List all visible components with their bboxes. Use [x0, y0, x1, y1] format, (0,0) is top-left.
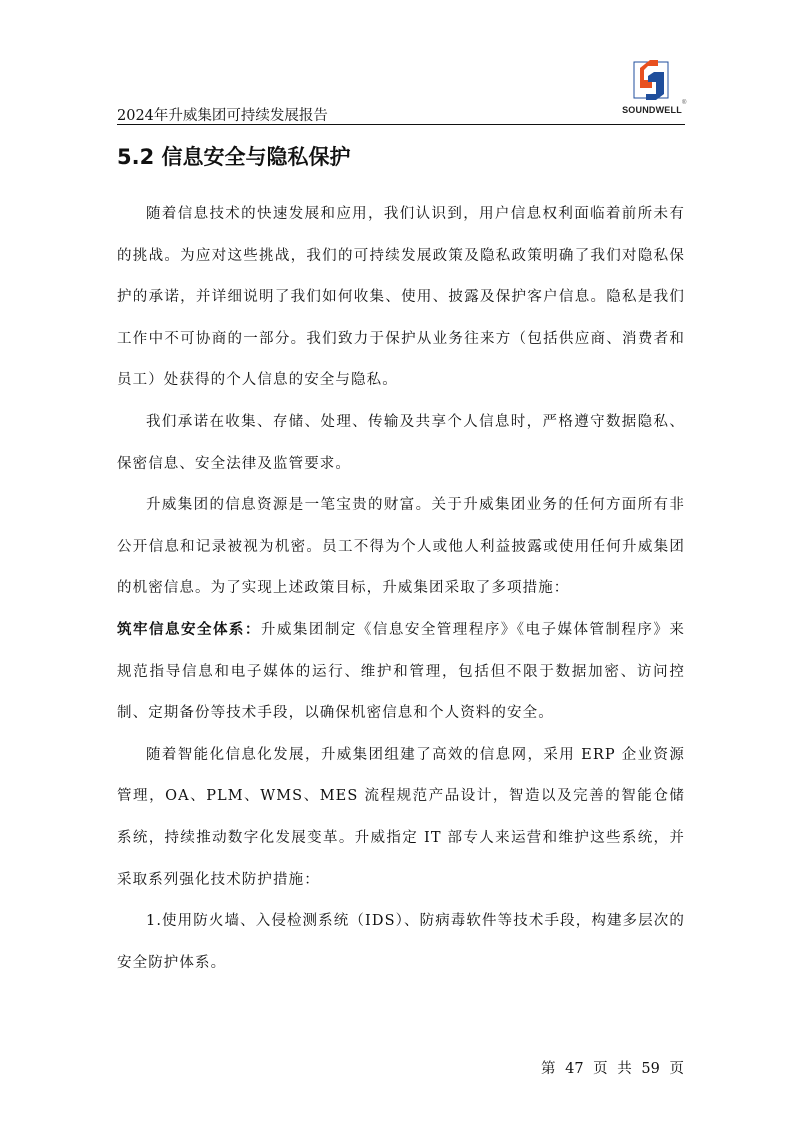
section-title: 5.2 信息安全与隐私保护 — [117, 145, 351, 169]
report-header-title: 2024年升威集团可持续发展报告 — [117, 108, 328, 124]
paragraph-commitment: 我们承诺在收集、存储、处理、传输及共享个人信息时，严格遵守数据隐私、保密信息、安全法律及监管要求。 — [117, 413, 685, 472]
logo-text: SOUNDWELL — [622, 105, 682, 115]
paragraph-security-system — [117, 610, 685, 735]
list-item-1: 1.使用防火墙、入侵检测系统（IDS）、防病毒软件等技术手段，构建多层次的安全防护体系。 — [117, 913, 685, 971]
header-divider — [117, 124, 685, 125]
document-body — [117, 194, 685, 984]
bold-lead-in: 筑牢信息安全体系： — [117, 621, 261, 638]
paragraph-confidential-info: 升威集团的信息资源是一笔宝贵的财富。关于升威集团业务的任何方面所有非公开信息和记录被视为机密。员工不得为个人或他人利益披露或使用任何升威集团的机密信息。为了实现上述政策目标，升威集团采取了多项措施： — [117, 497, 685, 597]
paragraph-privacy-intro: 随着信息技术的快速发展和应用，我们认识到，用户信息权利面临着前所未有的挑战。为应对这些挑战，我们的可持续发展政策及隐私政策明确了我们对隐私保护的承诺，并详细说明了我们如何收集、使用、披露及保护客户信息。隐私是我们工作中不可协商的一部分。我们致力于保护从业务往来方（包括供应商、消费者和员工）处获得的个人信息的安全与隐私。 — [117, 206, 685, 389]
paragraph-digitalization: 随着智能化信息化发展，升威集团组建了高效的信息网，采用 ERP 企业资源管理，OA、PLM、WMS、MES 流程规范产品设计，智造以及完善的智能仓储系统，持续推动数字化发展变革。升威指定 IT 部专人来运营和维护这些系统，并采取系列强化技术防护措施： — [117, 746, 685, 888]
registered-mark: ® — [682, 100, 687, 106]
paragraph-text: 升威集团制定《信息安全管理程序》《电子媒体管制程序》来规范指导信息和电子媒体的运行、维护和管理，包括但不限于数据加密、访问控制、定期备份等技术手段，以确保机密信息和个人资料的安全。 — [117, 621, 686, 722]
soundwell-logo — [620, 58, 690, 124]
page-number: 第 47 页 共 59 页 — [541, 1061, 684, 1077]
logo-mark-icon — [632, 58, 672, 102]
